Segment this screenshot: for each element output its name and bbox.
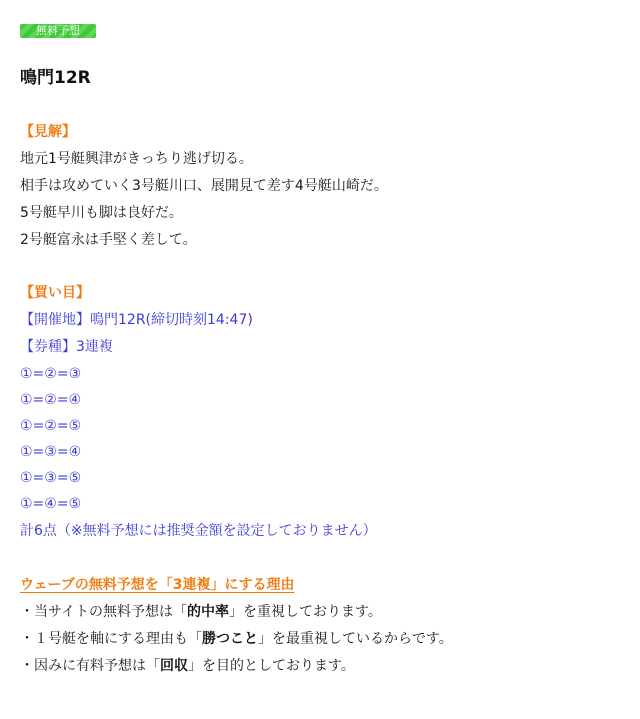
reason-text: ・当サイトの無料予想は「: [20, 604, 188, 620]
combo-item: ①=②=⑤: [20, 418, 82, 434]
analysis-line: 5号艇早川も脚は良好だ。: [20, 205, 183, 221]
reason-text: 」を重視しております。: [229, 604, 382, 620]
reason-emphasis: 勝つこと: [202, 631, 258, 647]
analysis-line: 2号艇富永は手堅く差して。: [20, 232, 197, 248]
reason-text: ・１号艇を軸にする理由も「: [20, 631, 202, 647]
picks-heading: 【買い目】: [20, 285, 90, 301]
reason-text: 」を目的としております。: [188, 658, 355, 674]
combo-item: ①=④=⑤: [20, 496, 82, 512]
reason-emphasis: 的中率: [187, 604, 230, 620]
analysis-line: 地元1号艇興津がきっちり逃げ切る。: [20, 151, 253, 167]
combo-item: ①=③=⑤: [20, 470, 82, 486]
venue-info: 【開催地】鳴門12R(締切時刻14:47): [20, 312, 253, 328]
combo-item: ①=③=④: [20, 444, 82, 460]
reason-bullet: [20, 602, 382, 622]
free-prediction-badge: 無料予想: [20, 24, 96, 38]
reason-emphasis: 回収: [160, 658, 188, 674]
reason-bullet: [20, 629, 453, 649]
ticket-type: 【券種】3連複: [20, 339, 113, 355]
combo-item: ①=②=④: [20, 392, 82, 408]
reason-text: 」を最重視しているからです。: [258, 631, 453, 647]
total-points: 計6点（※無料予想には推奨金額を設定しておりません）: [20, 523, 377, 539]
analysis-line: 相手は攻めていく3号艇川口、展開見て差す4号艇山崎だ。: [20, 178, 388, 194]
analysis-heading: 【見解】: [20, 124, 76, 140]
reason-text: ・因みに有料予想は「: [20, 658, 160, 674]
reason-bullet: [20, 656, 355, 676]
combo-item: ①=②=③: [20, 366, 82, 382]
reason-heading: ウェーブの無料予想を「3連複」にする理由: [20, 577, 295, 593]
race-title: 鳴門12R: [20, 68, 91, 88]
